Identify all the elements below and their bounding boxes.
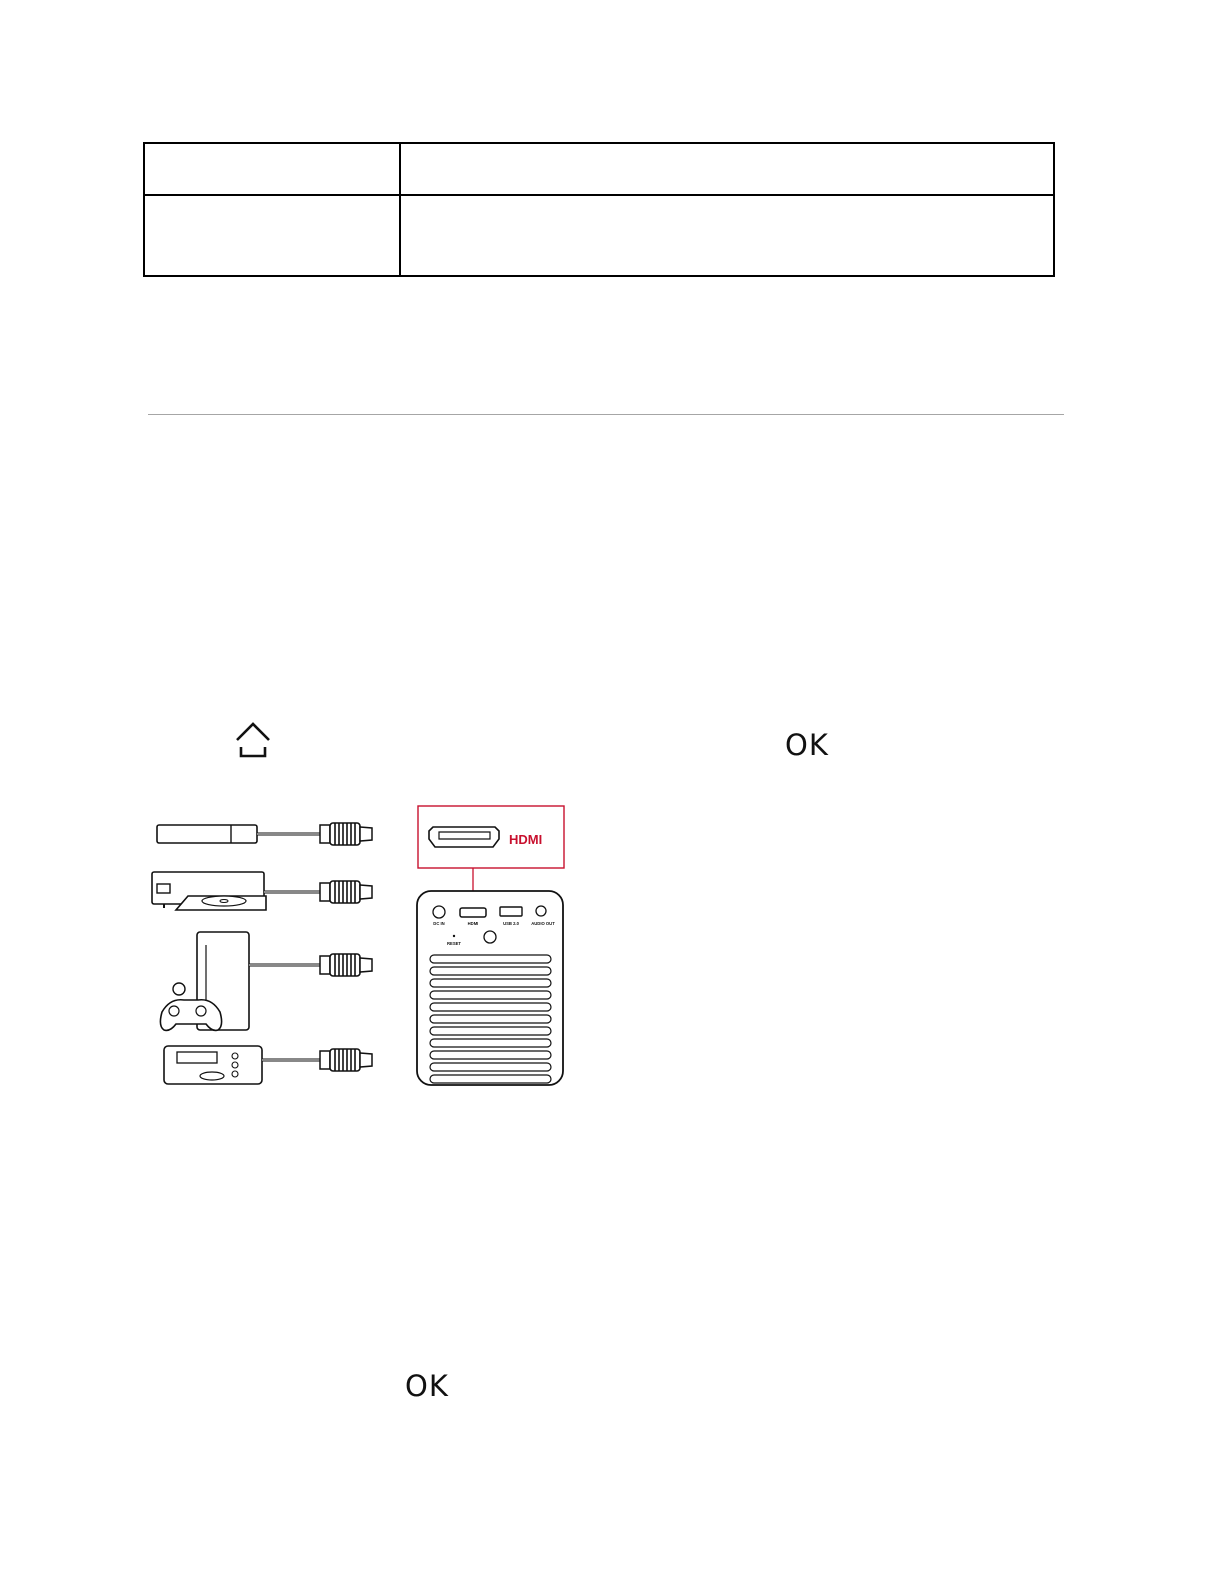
usb-port	[500, 907, 522, 916]
port-label: DC IN	[433, 921, 445, 926]
vent-slot	[430, 1051, 551, 1059]
spec-value-cell	[400, 143, 1054, 195]
vent-slot	[430, 1003, 551, 1011]
spec-row	[144, 143, 1054, 195]
hdmi-plug-icon	[320, 1049, 372, 1071]
hdmi-plug-icon	[320, 954, 372, 976]
hdmi-plug-icon	[320, 881, 372, 903]
spec-label-cell	[144, 143, 400, 195]
vent-slot	[430, 1075, 551, 1083]
vent-grille	[430, 955, 551, 1083]
vent-slot	[430, 979, 551, 987]
reset-label: RESET	[447, 941, 461, 946]
port-label: USB 2.0	[503, 921, 519, 926]
dvd-player-device	[152, 872, 372, 910]
vent-slot	[430, 1039, 551, 1047]
vent-slot	[430, 967, 551, 975]
ok-button-label: OK	[405, 1369, 449, 1403]
spec-value-cell	[400, 195, 1054, 276]
streaming-stick-device	[157, 823, 372, 845]
vent-slot	[430, 1015, 551, 1023]
ok-button-label: OK	[785, 728, 829, 762]
home-icon	[234, 721, 272, 759]
vent-slot	[430, 1063, 551, 1071]
spec-table	[143, 142, 1055, 277]
hdmi-callout-label: HDMI	[509, 832, 543, 847]
spec-row	[144, 195, 1054, 276]
vent-slot	[430, 955, 551, 963]
hdmi-port	[460, 908, 486, 917]
vent-slot	[430, 1027, 551, 1035]
port-label: HDMI	[467, 921, 479, 926]
port-label: AUDIO OUT	[531, 921, 555, 926]
reset-button	[484, 931, 496, 943]
spec-label-cell	[144, 195, 400, 276]
hdmi-connection-diagram	[150, 800, 570, 1092]
projector-rear-panel	[417, 891, 563, 1085]
set-top-box-device	[164, 1046, 372, 1084]
dc-in-port	[433, 906, 445, 918]
section-divider	[148, 414, 1064, 415]
vent-slot	[430, 991, 551, 999]
hdmi-plug-icon	[320, 823, 372, 845]
game-console-device	[160, 932, 372, 1030]
audio-out-port	[536, 906, 546, 916]
